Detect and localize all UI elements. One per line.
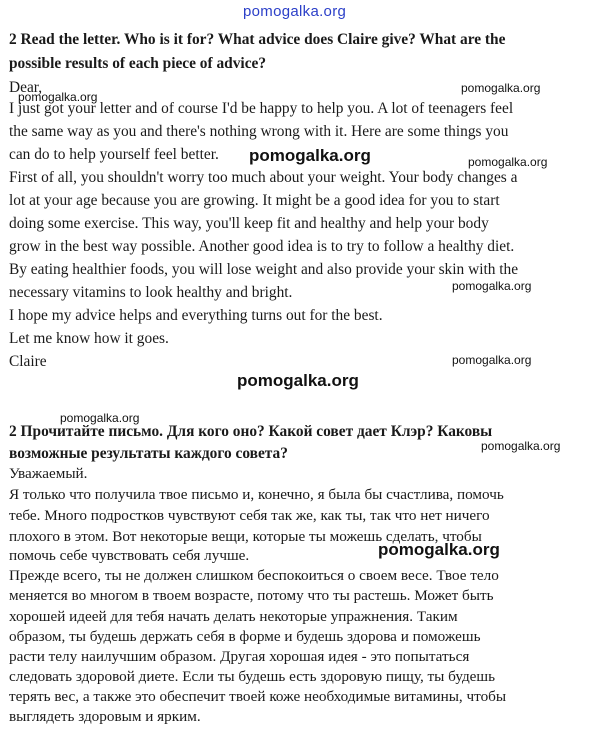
watermark: pomogalka.org bbox=[60, 411, 140, 425]
watermark-large: pomogalka.org bbox=[378, 540, 500, 559]
english-line-9: By eating healthier foods, you will lose weight and also provide your skin with the bbox=[9, 261, 519, 278]
english-signature: Claire bbox=[9, 353, 47, 370]
english-line-3: the same way as you and there's nothing wrong with it. Here are some things you bbox=[9, 123, 509, 140]
watermark: pomogalka.org bbox=[468, 155, 548, 169]
russian-line-7: меняется во многом в твоем возрасте, потому что ты растешь. Может быть bbox=[9, 587, 494, 604]
watermark: pomogalka.org bbox=[452, 353, 532, 367]
watermark-top: pomogalka.org bbox=[243, 3, 347, 20]
english-line-4: can do to help yourself feel better. bbox=[9, 146, 219, 163]
russian-line-11: следовать здоровой диете. Если ты будешь есть здоровую пищу, ты будешь bbox=[9, 668, 496, 685]
watermark: pomogalka.org bbox=[452, 279, 532, 293]
russian-line-10: расти телу наилучшим образом. Другая хорошая идея - это попытаться bbox=[9, 648, 470, 665]
watermark: pomogalka.org bbox=[481, 439, 561, 453]
watermark: pomogalka.org bbox=[18, 90, 98, 104]
russian-line-3: тебе. Много подростков чувствуют себя так же, как ты, так что нет ничего bbox=[9, 507, 490, 524]
russian-line-12: терять вес, а также это обеспечит твоей коже необходимые витамины, чтобы bbox=[9, 688, 507, 705]
english-line-5: First of all, you shouldn't worry too much about your weight. Your body changes a bbox=[9, 169, 518, 186]
english-heading-line-1: 2 Read the letter. Who is it for? What advice does Claire give? What are the bbox=[9, 31, 506, 48]
russian-line-1: Уважаемый. bbox=[9, 465, 88, 482]
english-line-10: necessary vitamins to look healthy and bright. bbox=[9, 284, 293, 301]
watermark: pomogalka.org bbox=[461, 81, 541, 95]
russian-line-5: помочь себе чувствовать себя лучше. bbox=[9, 547, 250, 564]
english-line-11: I hope my advice helps and everything turns out for the best. bbox=[9, 307, 383, 324]
english-line-7: doing some exercise. This way, you'll keep fit and healthy and help your body bbox=[9, 215, 489, 232]
watermark-large: pomogalka.org bbox=[249, 146, 371, 165]
russian-line-2: Я только что получила твое письмо и, конечно, я была бы счастлива, помочь bbox=[9, 486, 504, 503]
english-line-1: Dear, bbox=[9, 79, 43, 96]
english-line-8: grow in the best way possible. Another good idea is to try to follow a healthy diet. bbox=[9, 238, 515, 255]
english-heading-line-2: possible results of each piece of advice? bbox=[9, 55, 267, 72]
russian-line-9: образом, ты будешь держать себя в форме и будешь здорова и поможешь bbox=[9, 628, 481, 645]
english-line-6: lot at your age because you are growing. It might be a good idea for you to start bbox=[9, 192, 500, 209]
russian-heading-line-1: 2 Прочитайте письмо. Для кого оно? Какой совет дает Клэр? Каковы bbox=[9, 423, 493, 440]
english-line-12: Let me know how it goes. bbox=[9, 330, 169, 347]
russian-line-13: выглядеть здоровым и ярким. bbox=[9, 708, 201, 725]
russian-line-8: хорошей идеей для тебя начать делать некоторые упражнения. Таким bbox=[9, 608, 458, 625]
russian-line-6: Прежде всего, ты не должен слишком беспокоиться о своем весе. Твое тело bbox=[9, 567, 499, 584]
watermark-large: pomogalka.org bbox=[237, 371, 359, 390]
russian-line-4: плохого в этом. Вот некоторые вещи, которые ты можешь сделать, чтобы bbox=[9, 528, 482, 545]
russian-heading-line-2: возможные результаты каждого совета? bbox=[9, 445, 288, 462]
english-line-2: I just got your letter and of course I'd be happy to help you. A lot of teenagers feel bbox=[9, 100, 514, 117]
